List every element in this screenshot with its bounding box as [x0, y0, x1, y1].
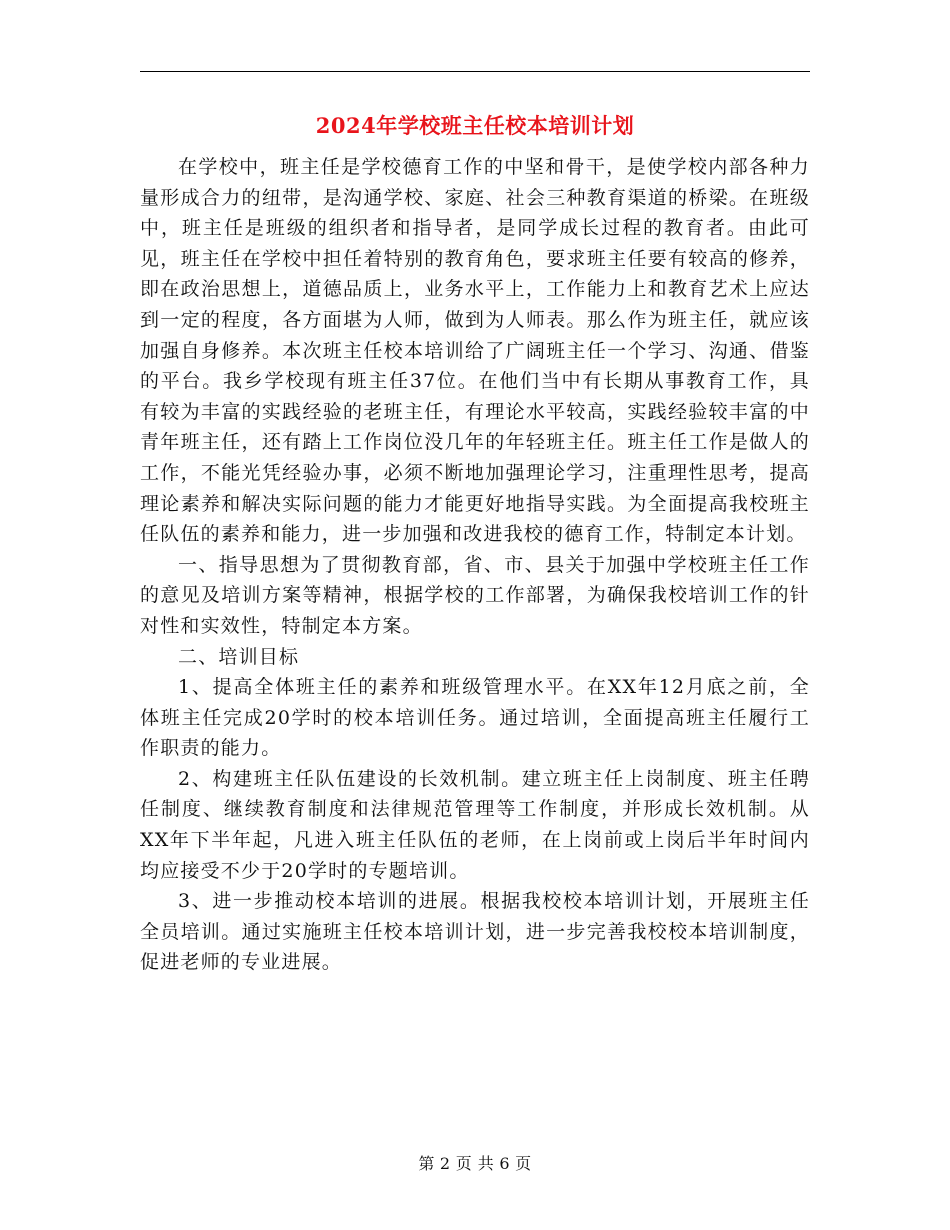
page-footer — [0, 1152, 950, 1176]
page-total-number: 6 — [499, 1154, 511, 1173]
page-current-number: 2 — [439, 1154, 451, 1173]
paragraph-goal-3: 3、进一步推动校本培训的进展。根据我校校本培训计划，开展班主任全员培训。通过实施班主任校本培训计划，进一步完善我校校本培训制度，促进老师的专业进展。 — [140, 890, 810, 974]
paragraph-training-goals-heading: 二、培训目标 — [178, 645, 300, 668]
paragraph-goal-2: 2、构建班主任队伍建设的长效机制。建立班主任上岗制度、班主任聘任制度、继续教育制度和法律规范管理等工作制度，并形成长效机制。从XX年下半年起，凡进入班主任队伍的老师，在上岗前或上岗后半年时间内均应接受不少于20学时的专题培训。 — [140, 767, 810, 882]
page-label-mid: 页 共 — [455, 1154, 495, 1173]
paragraph-intro: 在学校中，班主任是学校德育工作的中坚和骨干，是使学校内部各种力量形成合力的纽带，是沟通学校、家庭、社会三种教育渠道的桥梁。在班级中，班主任是班级的组织者和指导者，是同学成长过程的教育者。由此可见，班主任在学校中担任着特别的教育角色，要求班主任要有较高的修养，即在政治思想上，道德品质上，业务水平上，工作能力上和教育艺术上应达到一定的程度，各方面堪为人师，做到为人师表。那么作为班主任，就应该加强自身修养。本次班主任校本培训给了广阔班主任一个学习、沟通、借鉴的平台。我乡学校现有班主任37位。在他们当中有长期从事教育工作，具有较为丰富的实践经验的老班主任，有理论水平较高，实践经验较丰富的中青年班主任，还有踏上工作岗位没几年的年轻班主任。班主任工作是做人的工作，不能光凭经验办事，必须不断地加强理论学习，注重理性思考，提高理论素养和解决实际问题的能力才能更好地指导实践。为全面提高我校班主任队伍的素养和能力，进一步加强和改进我校的德育工作，特制定本计划。 — [140, 156, 810, 546]
header-rule — [140, 71, 810, 72]
paragraph-guiding-ideology: 一、指导思想为了贯彻教育部，省、市、县关于加强中学校班主任工作的意见及培训方案等精神，根据学校的工作部署，为确保我校培训工作的针对性和实效性，特制定本方案。 — [140, 553, 810, 637]
page-label-suffix: 页 — [515, 1154, 532, 1173]
page-label-prefix: 第 — [418, 1154, 435, 1173]
document-title: 2024年学校班主任校本培训计划 — [315, 113, 635, 138]
paragraph-goal-1: 1、提高全体班主任的素养和班级管理水平。在XX年12月底之前，全体班主任完成20学时的校本培训任务。通过培训，全面提高班主任履行工作职责的能力。 — [140, 676, 810, 760]
document-body — [140, 152, 810, 978]
